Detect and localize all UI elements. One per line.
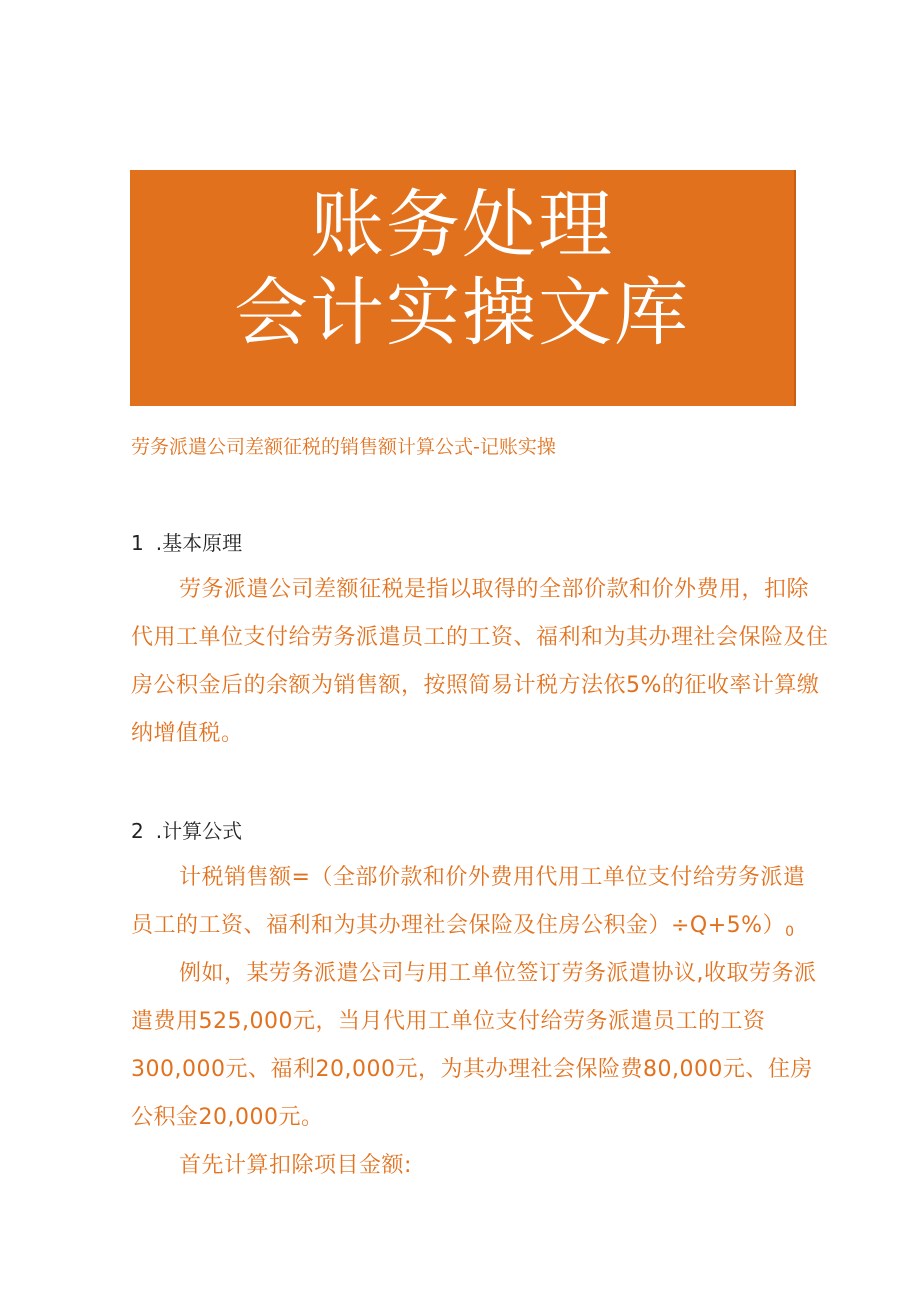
section-1-paragraph: [131, 566, 829, 758]
banner-title-line2: 会计实操文库: [234, 270, 690, 356]
example-line: 遣费用525,000元，当月代用工单位支付给劳务派遣员工的工资: [131, 1009, 766, 1034]
document-title: 劳务派遣公司差额征税的销售额计算公式-记账实操: [131, 436, 556, 458]
section-1-number: 1: [131, 531, 144, 555]
section-2-heading: [131, 815, 242, 844]
example-paragraph: [131, 950, 817, 1142]
next-step-paragraph: [131, 1142, 801, 1190]
section-1-heading-text: .基本原理: [155, 531, 243, 555]
section-2-number: 2: [131, 819, 144, 843]
formula-line: 计税销售额=（全部价款和价外费用代用工单位支付给劳务派遣: [179, 865, 806, 890]
paragraph-line: 劳务派遣公司差额征税是指以取得的全部价款和价外费用，扣除: [179, 577, 810, 602]
formula-tail-mark: 0: [785, 924, 795, 940]
section-1-heading: [131, 527, 242, 556]
paragraph-line: 代用工单位支付给劳务派遣员工的工资、福利和为其办理社会保险及住: [131, 625, 829, 650]
formula-line-2: [131, 902, 801, 956]
formula-paragraph: [131, 854, 806, 956]
banner-title-line1: 账务处理: [310, 182, 614, 268]
paragraph-line: 房公积金后的余额为销售额，按照简易计税方法依5%的征收率计算缴: [131, 673, 820, 698]
paragraph-line: 纳增值税。: [131, 721, 244, 746]
header-banner: [130, 170, 796, 406]
next-step-line: 首先计算扣除项目金额:: [179, 1153, 412, 1178]
example-line: 例如，某劳务派遣公司与用工单位签订劳务派遣协议,收取劳务派: [179, 961, 817, 986]
formula-line-text: 员工的工资、福利和为其办理社会保险及住房公积金）÷Q+5%）: [131, 913, 786, 938]
example-line: 300,000元、福利20,000元，为其办理社会保险费80,000元、住房: [131, 1057, 813, 1082]
section-2-heading-text: .计算公式: [155, 819, 243, 843]
example-line: 公积金20,000元。: [131, 1105, 324, 1130]
